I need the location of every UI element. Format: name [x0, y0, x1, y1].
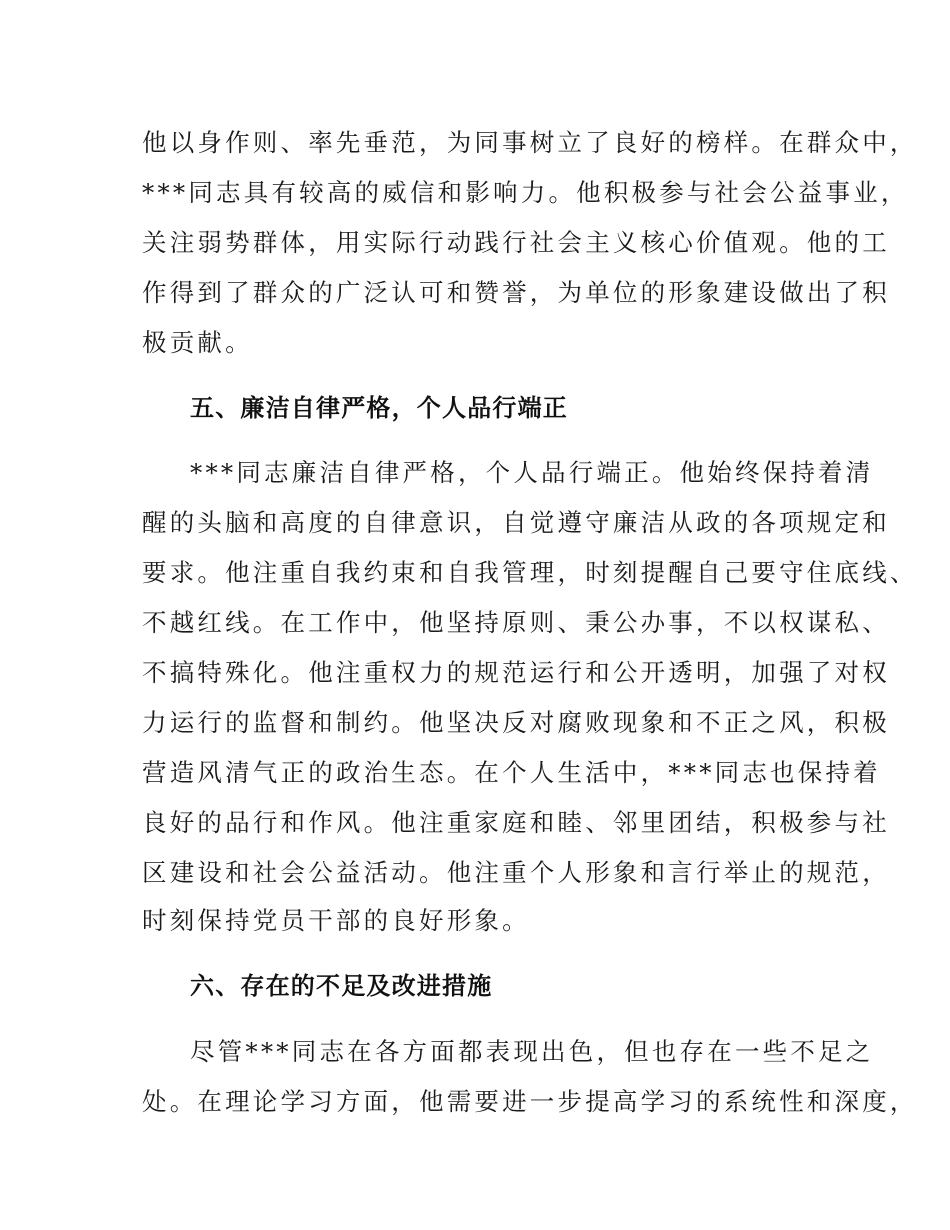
- section-heading-6: 六、存在的不足及改进措施: [190, 972, 493, 1000]
- text-line: 力运行的监督和制约。他坚决反对腐败现象和不正之风，积极: [142, 708, 890, 737]
- text-line: 不搞特殊化。他注重权力的规范运行和公开透明，加强了对权: [142, 658, 890, 687]
- text-line: 营造风清气正的政治生态。在个人生活中，***同志也保持着: [142, 758, 881, 787]
- text-line: 极贡献。: [142, 328, 253, 357]
- text-line: 醒的头脑和高度的自律意识，自觉遵守廉洁从政的各项规定和: [142, 508, 890, 537]
- text-line: 关注弱势群体，用实际行动践行社会主义核心价值观。他的工: [142, 228, 890, 257]
- text-line: 时刻保持党员干部的良好形象。: [142, 906, 530, 935]
- text-line: 尽管***同志在各方面都表现出色，但也存在一些不足之: [190, 1037, 874, 1066]
- text-line: 良好的品行和作风。他注重家庭和睦、邻里团结，积极参与社: [142, 808, 890, 837]
- text-line: 要求。他注重自我约束和自我管理，时刻提醒自己要守住底线、: [142, 558, 918, 587]
- section-heading-5: 五、廉洁自律严格，个人品行端正: [190, 394, 568, 422]
- text-line: ***同志廉洁自律严格，个人品行端正。他始终保持着清: [190, 458, 874, 487]
- text-line: 不越红线。在工作中，他坚持原则、秉公办事，不以权谋私、: [142, 608, 890, 637]
- text-line: 他以身作则、率先垂范，为同事树立了良好的榜样。在群众中，: [142, 128, 918, 157]
- text-line: 处。在理论学习方面，他需要进一步提高学习的系统性和深度，: [142, 1087, 918, 1116]
- text-line: ***同志具有较高的威信和影响力。他积极参与社会公益事业，: [142, 178, 909, 207]
- text-line: 作得到了群众的广泛认可和赞誉，为单位的形象建设做出了积: [142, 278, 890, 307]
- text-line: 区建设和社会公益活动。他注重个人形象和言行举止的规范，: [142, 858, 890, 887]
